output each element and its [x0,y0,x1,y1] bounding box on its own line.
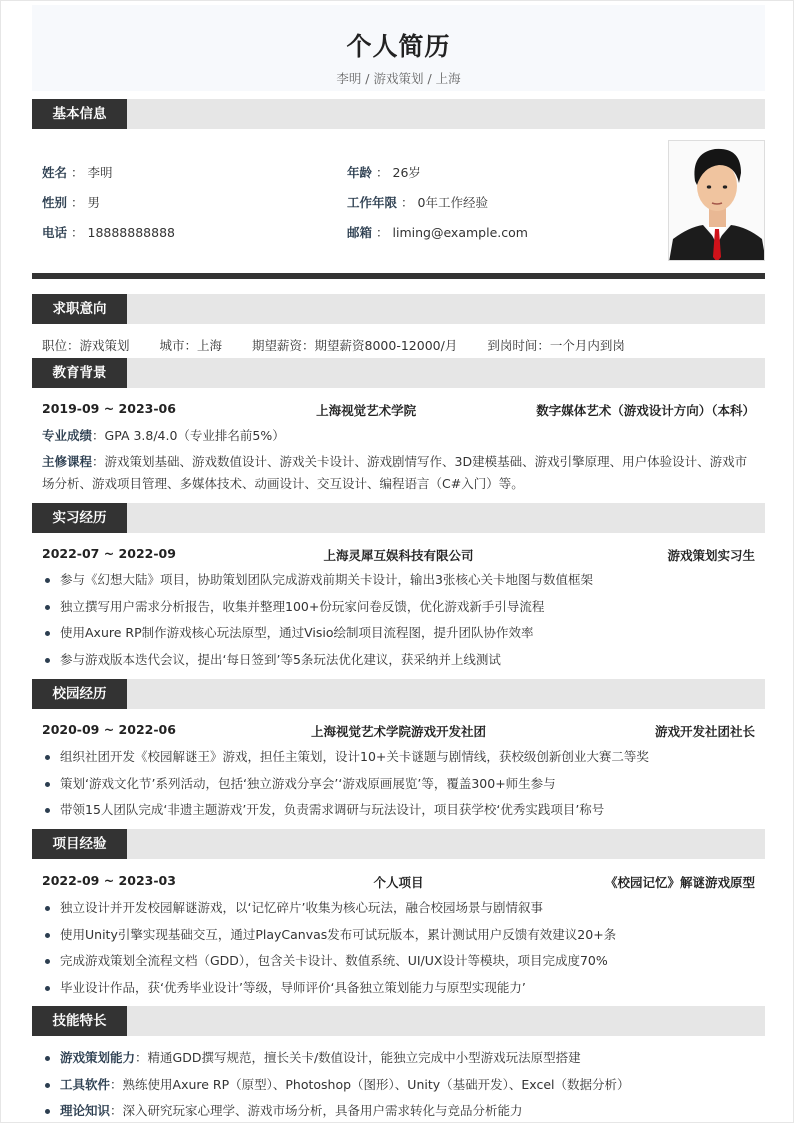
skill-item [42,1045,755,1072]
divider-bar [32,273,765,279]
label: 理论知识 [60,1103,111,1118]
list-item: 使用Axure RP制作游戏核心玩法原型，通过Visio绘制项目流程图，提升团队协作效率 [42,620,755,647]
label: 主修课程 [42,454,93,469]
value: 男 [87,195,101,210]
project-row [42,873,755,891]
project-org: 个人项目 [373,875,424,890]
campus-date: 2020-09 ~ 2022-06 [42,722,176,737]
edu-gpa [42,423,755,450]
colon: ： [71,195,84,210]
value: ：游戏策划基础、游戏数值设计、游戏关卡设计、游戏剧情写作、3D建模基础、游戏引擎原理、用户体验设计、游戏市场分析、游戏项目管理、多媒体技术、动画设计、交互设计、编程语言（C#入门）等。 [42,454,748,491]
value: liming@example.com [392,225,528,240]
info-age [347,163,421,181]
intent-arrival: 到岗时间：一个月内到岗 [487,338,625,353]
section-title: 教育背景 [32,358,127,388]
edu-row [42,401,755,419]
label: 性别 [42,195,68,210]
section-campus [32,679,765,709]
label: 邮箱 [347,225,373,240]
skill-item [42,1098,755,1125]
section-basic-info [32,99,765,129]
campus-org: 上海视觉艺术学院游戏开发社团 [311,724,487,739]
list-item: 毕业设计作品，获‘优秀毕业设计’等级，导师评价‘具备独立策划能力与原型实现能力’ [42,975,755,1002]
intern-list [42,567,755,673]
edu-date: 2019-09 ~ 2023-06 [42,401,176,416]
list-item: 完成游戏策划全流程文档（GDD），包含关卡设计、数值系统、UI/UX设计等模块，项目完成度70% [42,948,755,975]
list-item: 参与游戏版本迭代会议，提出‘每日签到’等5条玩法优化建议，获采纳并上线测试 [42,647,755,674]
label: 姓名 [42,165,68,180]
value: ：GPA 3.8/4.0（专业排名前5%） [92,428,285,443]
edu-courses [42,451,755,495]
intern-org: 上海灵犀互娱科技有限公司 [323,548,474,563]
section-project [32,829,765,859]
list-item: 独立撰写用户需求分析报告，收集并整理100+份玩家问卷反馈，优化游戏新手引导流程 [42,594,755,621]
info-gender [42,193,100,211]
campus-role: 游戏开发社团社长 [655,724,756,739]
intern-row [42,546,755,564]
value: 0年工作经验 [417,195,488,210]
project-date: 2022-09 ~ 2023-03 [42,873,176,888]
section-title: 项目经验 [32,829,127,859]
label: 专业成绩 [42,428,93,443]
project-role: 《校园记忆》解谜游戏原型 [605,875,756,890]
intern-role: 游戏策划实习生 [667,548,756,563]
section-title: 技能特长 [32,1006,127,1036]
info-email [347,223,528,241]
value: 18888888888 [87,225,175,240]
label: 电话 [42,225,68,240]
list-item: 独立设计并开发校园解谜游戏，以‘记忆碎片’收集为核心玩法，融合校园场景与剧情叙事 [42,895,755,922]
label: 游戏策划能力 [60,1050,136,1065]
colon: ： [376,225,389,240]
label: 工具软件 [60,1076,111,1092]
value: ：精通GDD撰写规范，擅长关卡/数值设计，能独立完成中小型游戏玩法原型搭建 [135,1050,581,1065]
job-intent-line [42,333,755,360]
section-internship [32,503,765,533]
edu-major: 数字媒体艺术（游戏设计方向）（本科） [536,403,755,418]
intent-city: 城市：上海 [159,338,223,353]
resume-header [32,5,765,91]
colon: ： [401,195,414,210]
list-item: 参与《幻想大陆》项目，协助策划团队完成游戏前期关卡设计，输出3张核心关卡地图与数值框架 [42,567,755,594]
label: 年龄 [347,165,373,180]
info-phone [42,223,175,241]
campus-row [42,722,755,740]
edu-school: 上海视觉艺术学院 [316,403,417,418]
label: 工作年限 [347,195,398,210]
value: ：熟练使用Axure RP（原型）、Photoshop（图形）、Unity（基础开发）、Excel（数据分析） [110,1076,630,1092]
page-subtitle: 李明 / 游戏策划 / 上海 [336,71,461,86]
colon: ： [376,165,389,180]
value: 李明 [87,165,113,180]
colon: ： [71,165,84,180]
section-job-intent [32,294,765,324]
list-item: 带领15人团队完成‘非遗主题游戏’开发，负责需求调研与玩法设计，项目获学校‘优秀实践项目’称号 [42,797,755,824]
section-title: 基本信息 [32,99,127,129]
profile-photo [668,140,765,261]
colon: ： [71,225,84,240]
value: 26岁 [392,165,421,180]
intent-position: 职位：游戏策划 [42,338,130,353]
campus-list [42,744,755,824]
skill-item [42,1072,755,1099]
info-experience [347,193,488,211]
section-title: 实习经历 [32,503,127,533]
info-name [42,163,113,181]
intent-salary: 期望薪资：期望薪资8000-12000/月 [252,338,458,353]
section-title: 求职意向 [32,294,127,324]
list-item: 使用Unity引擎实现基础交互，通过PlayCanvas发布可试玩版本，累计测试用户反馈有效建议20+条 [42,922,755,949]
list-item: 策划‘游戏文化节’系列活动，包括‘独立游戏分享会’‘游戏原画展览’等，覆盖300+师生参与 [42,771,755,798]
project-list [42,895,755,1001]
section-education [32,358,765,388]
value: ：深入研究玩家心理学、游戏市场分析，具备用户需求转化与竞品分析能力 [110,1103,523,1118]
list-item: 组织社团开发《校园解谜王》游戏，担任主策划，设计10+关卡谜题与剧情线，获校级创新创业大赛二等奖 [42,744,755,771]
skills-list [42,1045,755,1125]
section-title: 校园经历 [32,679,127,709]
intern-date: 2022-07 ~ 2022-09 [42,546,176,561]
page-title: 个人简历 [346,32,451,61]
section-skills [32,1006,765,1036]
